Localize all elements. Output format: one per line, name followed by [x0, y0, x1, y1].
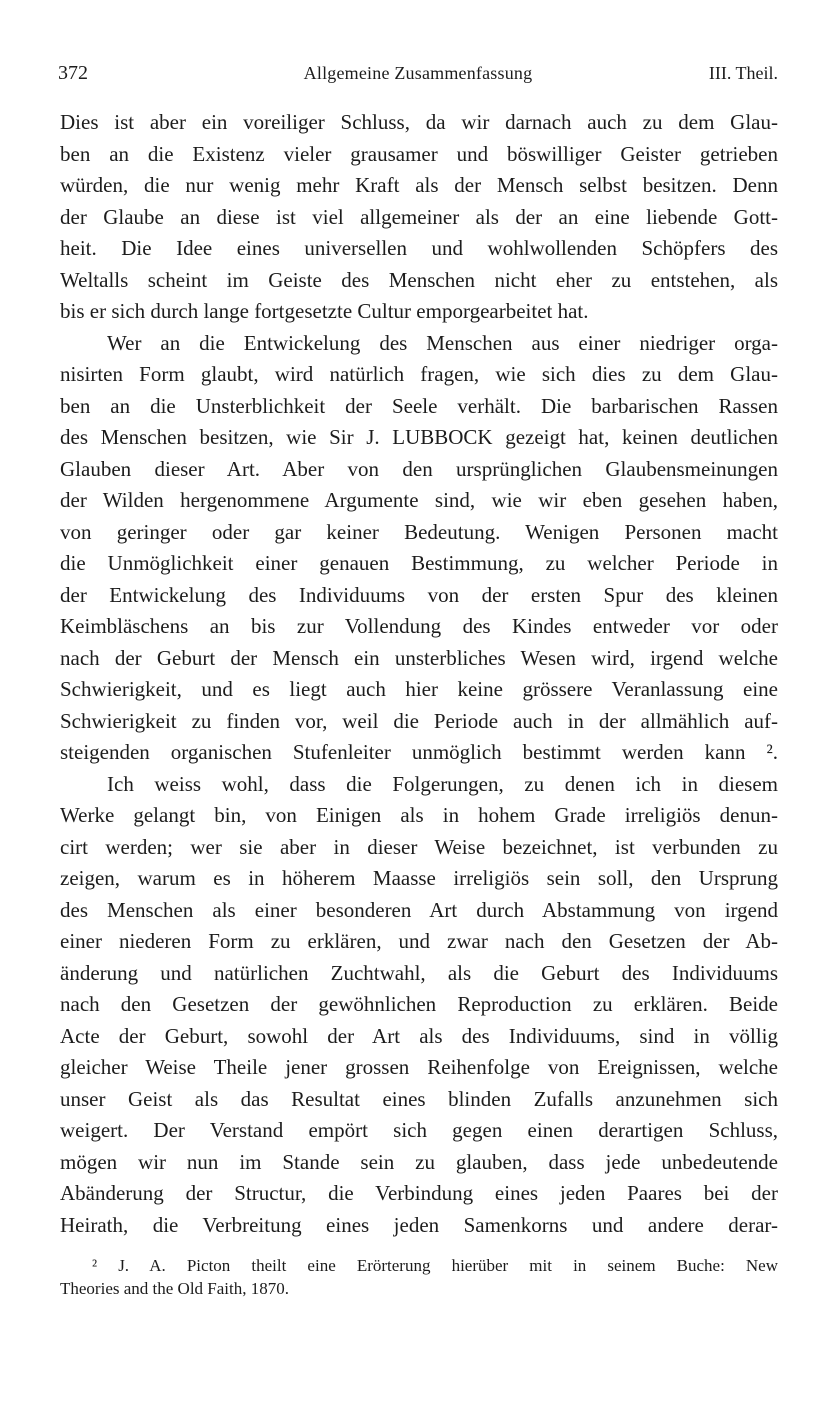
- paragraph-start-line: Wer an die Entwickelung des Menschen aus einer niedriger orga-: [107, 330, 778, 355]
- text-line: mögen wir nun im Stande sein zu glauben, dass jede unbedeutende: [60, 1149, 778, 1174]
- running-header: [58, 60, 778, 86]
- page-number: 372: [58, 62, 88, 84]
- text-line: zeigen, warum es in höherem Maasse irreligiös sein soll, den Ursprung: [60, 866, 778, 890]
- text-line: von geringer oder gar keiner Bedeutung. Wenigen Personen macht: [60, 519, 778, 544]
- text-line: Glauben dieser Art. Aber von den ursprünglichen Glaubensmeinungen: [60, 456, 778, 481]
- text-line: nach den Gesetzen der gewöhnlichen Reproduction zu erklären. Beide: [60, 992, 778, 1016]
- text-line: Schwierigkeit, und es liegt auch hier keine grössere Veranlassung eine: [60, 677, 778, 701]
- text-line: heit. Die Idee eines universellen und wohlwollenden Schöpfers des: [60, 236, 778, 260]
- text-line: weigert. Der Verstand empört sich gegen einen derartigen Schluss,: [60, 1118, 778, 1142]
- text-line: der Entwickelung des Individuums von der ersten Spur des kleinen: [60, 582, 778, 607]
- paragraph-start-line: Ich weiss wohl, dass die Folgerungen, zu denen ich in diesem: [107, 771, 778, 796]
- text-line: Schwierigkeit zu finden vor, weil die Periode auch in der allmählich auf-: [60, 708, 778, 733]
- text-line: Heirath, die Verbreitung eines jeden Samenkorns und andere derar-: [60, 1212, 778, 1237]
- footnote-line: Theories and the Old Faith, 1870.: [60, 1279, 289, 1298]
- text-line: nisirten Form glaubt, wird natürlich fragen, wie sich dies zu dem Glau-: [60, 362, 778, 386]
- text-line: Keimbläschens an bis zur Vollendung des Kindes entweder vor oder: [60, 614, 778, 638]
- text-line: Acte der Geburt, sowohl der Art als des Individuums, sind in völlig: [60, 1023, 778, 1048]
- text-line: der Wilden hergenommene Argumente sind, wie wir eben gesehen haben,: [60, 488, 778, 512]
- text-line: Abänderung der Structur, die Verbindung eines jeden Paares bei der: [60, 1181, 778, 1205]
- text-line: cirt werden; wer sie aber in dieser Weise bezeichnet, ist verbunden zu: [60, 834, 778, 859]
- text-line: des Menschen besitzen, wie Sir J. LUBBOCK gezeigt hat, keinen deutlichen: [60, 425, 778, 449]
- text-line: nach der Geburt der Mensch ein unsterbliches Wesen wird, irgend welche: [60, 645, 778, 670]
- text-line: bis er sich durch lange fortgesetzte Cultur emporgearbeitet hat.: [60, 299, 589, 323]
- text-line: steigenden organischen Stufenleiter unmöglich bestimmt werden kann ².: [60, 740, 778, 764]
- text-line: ben an die Existenz vieler grausamer und böswilliger Geister getrieben: [60, 141, 778, 166]
- text-line: Werke gelangt bin, von Einigen als in hohem Grade irreligiös denun-: [60, 803, 778, 827]
- text-line: die Unmöglichkeit einer genauen Bestimmung, zu welcher Periode in: [60, 551, 778, 575]
- text-line: ben an die Unsterblichkeit der Seele verhält. Die barbarischen Rassen: [60, 393, 778, 418]
- text-line: gleicher Weise Theile jener grossen Reihenfolge von Ereignissen, welche: [60, 1055, 778, 1079]
- footnote-line: ² J. A. Picton theilt eine Erörterung hierüber mit in seinem Buche: New: [92, 1256, 778, 1275]
- text-line: änderung und natürlichen Zuchtwahl, als die Geburt des Individuums: [60, 960, 778, 985]
- body-text: [60, 107, 778, 1241]
- footnote: [60, 1254, 778, 1300]
- text-line: der Glaube an diese ist viel allgemeiner als der an eine liebende Gott-: [60, 204, 778, 229]
- text-line: des Menschen als einer besonderen Art durch Abstammung von irgend: [60, 897, 778, 922]
- text-line: würden, die nur wenig mehr Kraft als der Mensch selbst besitzen. Denn: [60, 173, 778, 197]
- text-line: Weltalls scheint im Geiste des Menschen nicht eher zu entstehen, als: [60, 267, 778, 292]
- text-line: einer niederen Form zu erklären, und zwar nach den Gesetzen der Ab-: [60, 929, 778, 953]
- part-label: III. Theil.: [708, 63, 778, 83]
- text-line: unser Geist als das Resultat eines blinden Zufalls anzunehmen sich: [60, 1086, 778, 1111]
- text-line: Dies ist aber ein voreiliger Schluss, da wir darnach auch zu dem Glau-: [60, 110, 778, 134]
- running-title: Allgemeine Zusammenfassung: [303, 63, 533, 83]
